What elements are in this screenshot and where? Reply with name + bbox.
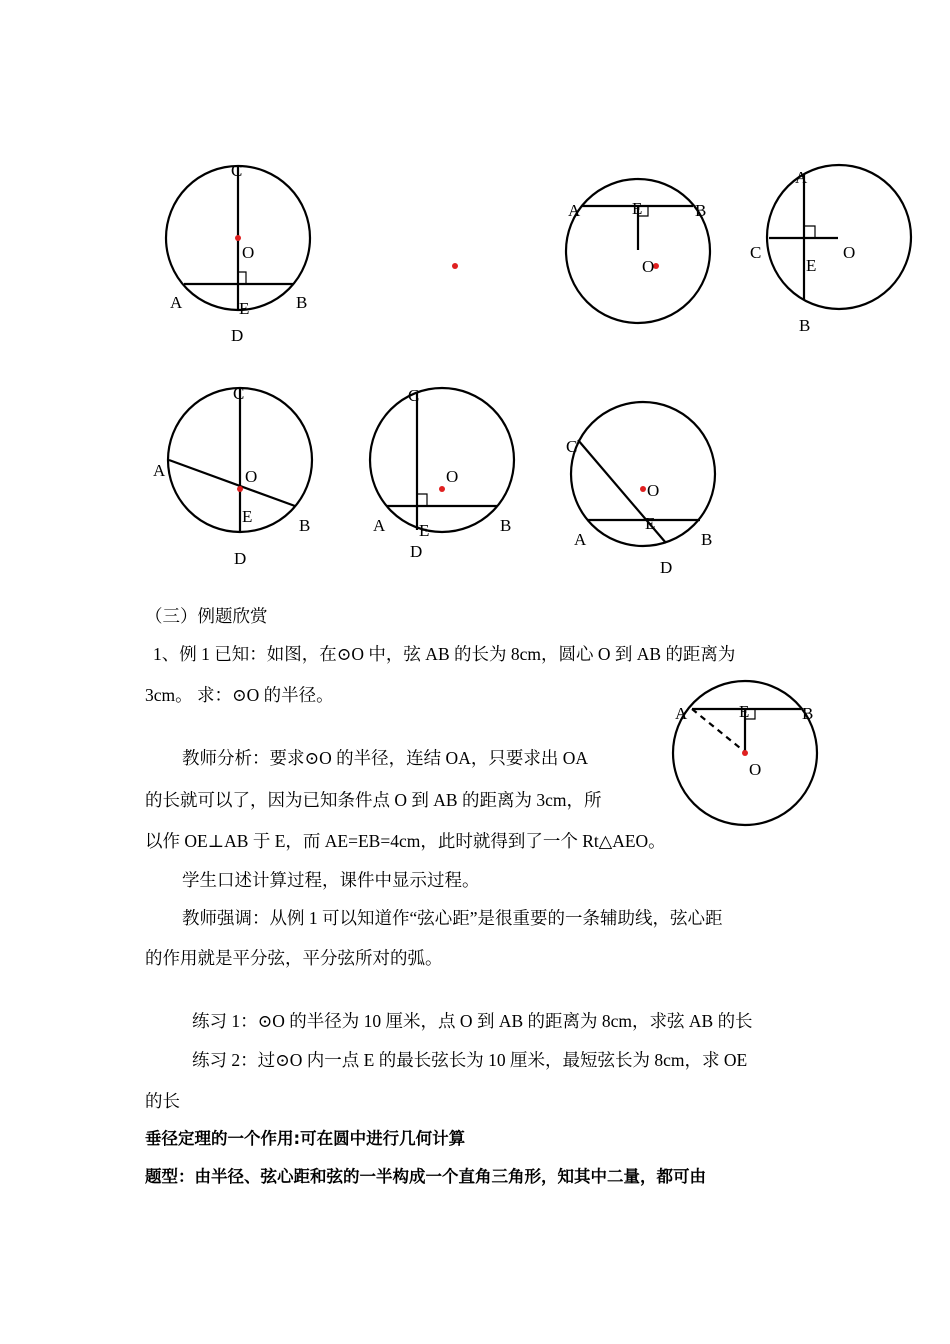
fig4-label-d: D: [234, 549, 247, 568]
fig2-label-o: O: [642, 257, 655, 276]
stray-dot: [452, 263, 458, 269]
fig6-label-e: E: [645, 514, 656, 533]
fig7-label-o: O: [749, 760, 762, 779]
fig5-label-o: O: [446, 467, 459, 486]
fig4-label-c: C: [233, 384, 245, 403]
fig1-label-c: C: [231, 161, 243, 180]
fig5-label-a: A: [373, 516, 386, 535]
fig6-center-dot: [640, 486, 646, 492]
fig4-label-a: A: [153, 461, 166, 480]
fig6-label-b: B: [701, 530, 713, 549]
theorem-usage-heading: 垂径定理的一个作用:可在圆中进行几何计算: [145, 1129, 466, 1148]
analysis-line3: 以作 OE⊥AB 于 E，而 AE=EB=4cm，此时就得到了一个 Rt△AEO。: [145, 831, 666, 851]
exercise1: 练习 1：⊙O 的半径为 10 厘米，点 O 到 AB 的距离为 8cm，求弦 AB 的长: [192, 1011, 753, 1031]
fig4-label-e: E: [242, 507, 253, 526]
problem-type-line: 题型：由半径、弦心距和弦的一半构成一个直角三角形，知其中二量，都可由: [145, 1167, 706, 1186]
fig2-label-e: E: [632, 199, 643, 218]
fig4-chord-ab: [169, 460, 295, 506]
fig4-label-b: B: [299, 516, 311, 535]
fig1-label-a: A: [170, 293, 183, 312]
example1-line2: 3cm。 求：⊙O 的半径。: [145, 685, 334, 705]
fig6-label-o: O: [647, 481, 660, 500]
emphasis-line2: 的作用就是平分弦，平分弦所对的弧。: [145, 948, 443, 968]
fig1-center-dot: [235, 235, 241, 241]
fig3-label-b: B: [799, 316, 811, 335]
fig5-circle: [370, 388, 514, 532]
student-line: 学生口述计算过程，课件中显示过程。: [182, 870, 480, 890]
fig1-label-o: O: [242, 243, 255, 262]
fig3-right-angle-mark: [804, 226, 815, 238]
fig5-center-dot: [439, 486, 445, 492]
analysis-line2: 的长就可以了，因为已知条件点 O 到 AB 的距离为 3cm，所: [145, 790, 602, 810]
fig3-label-o: O: [843, 243, 856, 262]
fig5-right-angle-mark: [417, 494, 427, 506]
fig4-label-o: O: [245, 467, 258, 486]
fig7-label-a: A: [675, 704, 688, 723]
fig1-label-e: E: [239, 299, 250, 318]
fig5-label-c: C: [408, 386, 420, 405]
fig5-label-b: B: [500, 516, 512, 535]
fig7-label-b: B: [802, 704, 814, 723]
section-heading: （三）例题欣赏: [145, 606, 268, 626]
example1-line1: 1、例 1 已知：如图，在⊙O 中，弦 AB 的长为 8cm，圆心 O 到 AB 的距离为: [153, 644, 736, 664]
fig5-label-e: E: [419, 521, 430, 540]
analysis-line1: 教师分析：要求⊙O 的半径，连结 OA，只要求出 OA: [182, 748, 588, 768]
fig1-label-d: D: [231, 326, 244, 345]
fig7-label-e: E: [739, 702, 750, 721]
emphasis-line1: 教师强调：从例 1 可以知道作“弦心距”是很重要的一条辅助线，弦心距: [182, 908, 723, 928]
fig3-label-e: E: [806, 256, 817, 275]
fig1-right-angle-mark: [238, 272, 246, 284]
fig1-label-b: B: [296, 293, 308, 312]
fig3-label-a: A: [795, 168, 808, 187]
fig2-label-a: A: [568, 201, 581, 220]
fig4-center-dot: [237, 486, 243, 492]
fig6-label-c: C: [566, 437, 578, 456]
exercise2-line2: 的长: [145, 1091, 180, 1111]
fig3-label-c: C: [750, 243, 762, 262]
fig6-circle: [571, 402, 715, 546]
fig5-label-d: D: [410, 542, 423, 561]
exercise2-line1: 练习 2：过⊙O 内一点 E 的最长弦长为 10 厘米，最短弦长为 8cm，求 OE: [192, 1050, 748, 1070]
fig2-label-b: B: [695, 201, 707, 220]
fig6-label-a: A: [574, 530, 587, 549]
fig6-label-d: D: [660, 558, 673, 577]
